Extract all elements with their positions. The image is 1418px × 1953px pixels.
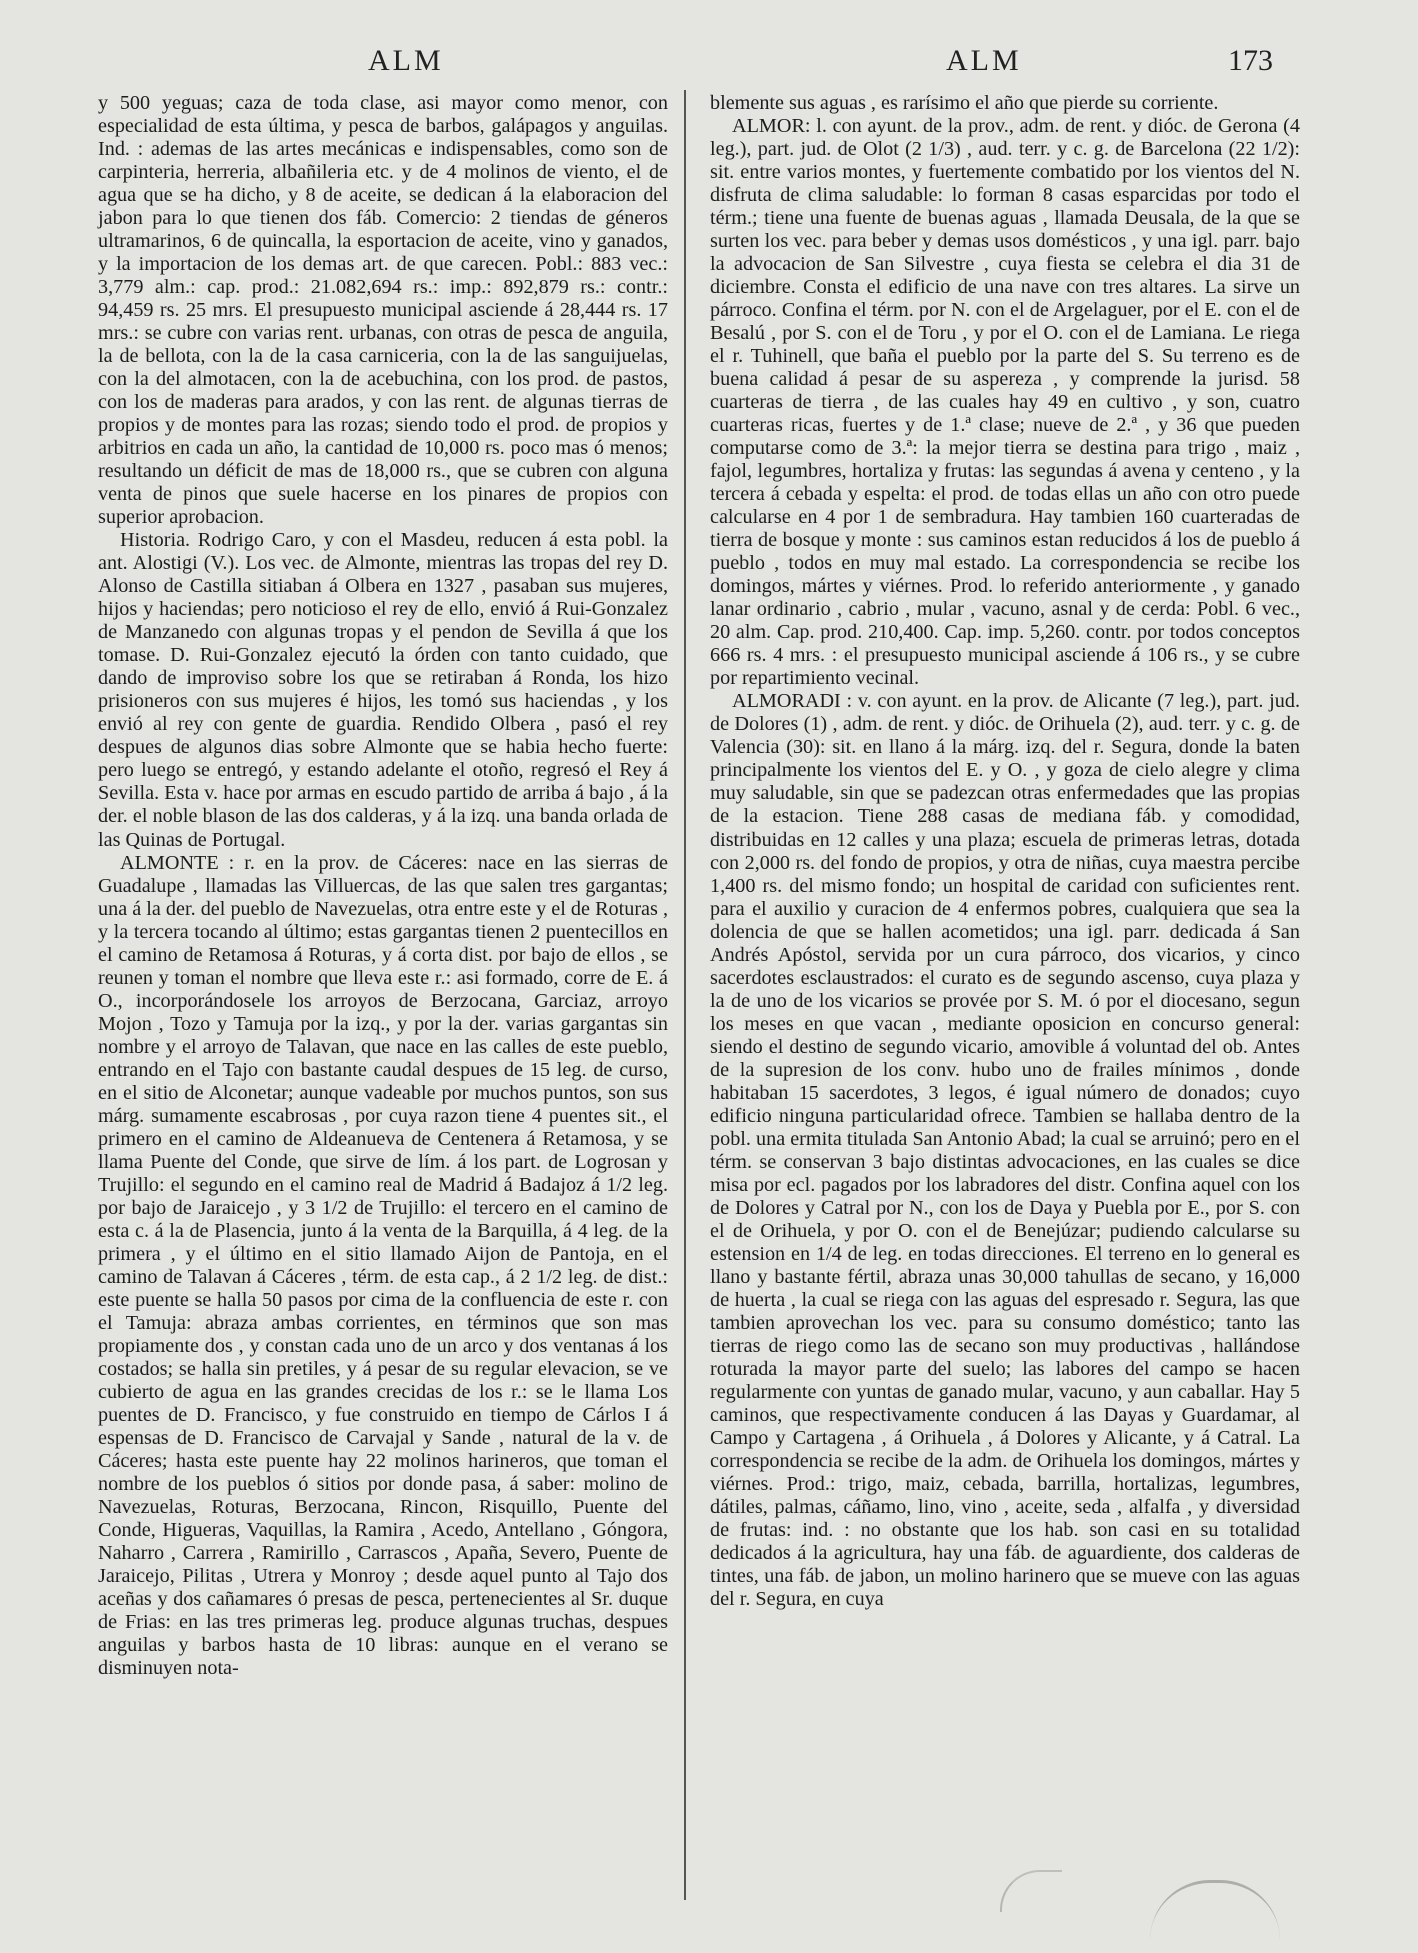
paragraph-almoradi: ALMORADI : v. con ayunt. en la prov. de Alicante (7 leg.), part. jud. de Dolores (1) , adm. de rent. y dióc. de Orihuela (2), aud. terr. y c. g. de Valencia (30): sit. en llano á la márg. izq. del r. Segura, donde la baten principalmente los vientos del E. y O. , y goza de cielo alegre y clima muy saludable, sin que se padezcan otras enfermedades que las propias de la estacion. Tiene 288 casas de mediana fáb. y comodidad, distribuidas en 12 calles y una plaza; escuela de primeras letras, dotada con 2,000 rs. del fondo de propios, y otra de niñas, cuya maestra percibe 1,400 rs. del mismo fondo; un hospital de caridad con suficientes rent. para el auxilio y curacion de 4 enfermos pobres, cualquiera que sea la dolencia de que se hallen acometidos; una igl. parr. dedicada á San Andrés Apóstol, servida por un cura párroco, dos vicarios, y cinco sacerdotes esclaustrados: el curato es de segundo ascenso, cuya plaza y la de uno de los vicarios se provée por S. M. ó por el diocesano, segun los meses en que vacan , mediante oposicion en concurso general: siendo el destino de segundo vicario, amovible á voluntad del ob. Antes de la supresion de los conv. hubo uno de frailes mínimos , donde habitaban 15 sacerdotes, 3 legos, é igual número de donados; cuyo edificio ninguna particularidad ofrece. Tambien se hallaba dentro de la pobl. una ermita titulada San Antonio Abad; la cual se arruinó; pero en el térm. se conservan 3 bajo distintas advocaciones, en las cuales se dice misa por ecl. pagados por los labradores del distr. Confina aquel con los de Dolores y Catral por N., con los de Daya y Puebla por E., por S. con el de Orihuela, y por O. con el de Benejúzar; pudiendo calcularse su estension en 1/4 de leg. en todas direcciones. El terreno en lo general es llano y bastante fértil, abraza unas 30,000 tahullas de secano, y 16,000 de huerta , la cual se riega con las aguas del espresado r. Segura, las que tambien aprovechan los vec. para su consumo doméstico; tanto las tierras de riego como las de secano son muy productivas , hallándose roturada la mayor parte del suelo; las labores del campo se hacen regularmente con yuntas de ganado mular, vacuno, y aun caballar. Hay 5 caminos, que respectivamente conducen á las Dayas y Guardamar, al Campo y Cartagena , á Orihuela , á Dolores y Alicante, y á Catral. La correspondencia se recibe de la adm. de Orihuela los domingos, mártes y viérnes. Prod.: trigo, maiz, cebada, barrilla, hortalizas, legumbres, dátiles, palmas, cáñamo, lino, vino , aceite, seda , alfalfa , y diversidad de frutas: ind. : no obstante que los hab. son casi en su totalidad dedicados á la agricultura, hay una fáb. de aguardiente, dos calderas de tintes, una fáb. de jabon, un molino harinero que se mueve con las aguas del r. Segura, en cuya [710, 690, 1300, 1611]
ink-mark [1150, 1880, 1280, 1943]
running-header-left: ALM [368, 44, 444, 77]
paragraph-almonte-river-cont: blemente sus aguas , es rarísimo el año que pierde su corriente. [710, 92, 1219, 114]
running-header-right: ALM [946, 44, 1022, 77]
paragraph-almonte-town-cont: y 500 yeguas; caza de toda clase, asi mayor como menor, con especialidad de esta última, y pesca de barbos, galápagos y anguilas. Ind. : ademas de las artes mecánicas e indispensables, como son de carpinteria, herreria, albañileria etc. y de 4 molinos de viento, el de agua que se ha dicho, y 8 de aceite, se dedican á la elaboracion del jabon para lo que tienen dos fáb. Comercio: 2 tiendas de géneros ultramarinos, 6 de quincalla, la esportacion de aceite, vino y ganados, y la importacion de los demas art. de que carecen. Pobl.: 883 vec.: 3,779 alm.: cap. prod.: 21.082,694 rs.: imp.: 892,879 rs.: contr.: 94,459 rs. 25 mrs. El presupuesto municipal asciende á 28,444 rs. 17 mrs.: se cubre con varias rent. urbanas, con otras de pesca de anguila, la de bellota, con la de la casa carniceria, con la de las sanguijuelas, con la del almotacen, con la de acebuchina, con los prod. de pastos, con los de maderas para arados, y con las rent. de algunas tierras de propios y de montes para las rozas; siendo todo el prod. de propios y arbitrios en cada un año, la cantidad de 10,000 rs. poco mas ó menos; resultando un déficit de mas de 18,000 rs., que se cubren con alguna venta de pinos que suele hacerse en los pinares de propios con superior aprobacion. [98, 92, 668, 529]
ink-mark [1000, 1870, 1062, 1912]
paragraph-almonte-river: ALMONTE : r. en la prov. de Cáceres: nace en las sierras de Guadalupe , llamadas las Villuercas, de las que salen tres gargantas; una á la der. del pueblo de Navezuelas, otra entre este y el de Roturas , y la tercera tocando al último; estas gargantas tienen 2 puentecillos en el camino de Retamosa á Roturas, y á corta dist. por bajo de ellos , se reunen y toman el nombre que lleva este r.: asi formado, corre de E. á O., incorporándosele los arroyos de Berzocana, Garciaz, arroyo Mojon , Tozo y Tamuja por la izq., y por la der. varias gargantas sin nombre y el arroyo de Talavan, que nace en las calles de este pueblo, entrando en el Tajo con bastante caudal despues de 15 leg. de curso, en el sitio de Alconetar; aunque vadeable por muchos puntos, son sus márg. sumamente escabrosas , por cuya razon tiene 4 puentes sit., el primero en el camino de Aldeanueva de Centenera á Retamosa, y se llama Puente del Conde, que sirve de lím. á los part. de Logrosan y Trujillo: el segundo en el camino real de Madrid á Badajoz á 1/2 leg. por bajo de Jaraicejo , y 3 1/2 de Trujillo: el tercero en el camino de esta c. á la de Plasencia, junto á la venta de la Barquilla, á 4 leg. de la primera , y el último en el sitio llamado Aijon de Pantoja, en el camino de Talavan á Cáceres , térm. de esta cap., á 2 1/2 leg. de dist.: este puente se halla 50 pasos por cima de la confluencia de este r. con el Tamuja: abraza ambas corrientes, en términos que son mas propiamente dos , y constan cada uno de un arco y dos ventanas á los costados; se halla sin pretiles, y á pesar de su regular elevacion, se ve cubierto de agua en las grandes crecidas de los r.: se le llama Los puentes de D. Francisco, y fue construido en tiempo de Cárlos I á espensas de D. Francisco de Carvajal y Sande , natural de la v. de Cáceres; hasta este puente hay 22 molinos harineros, que toman el nombre de los pueblos ó sitios por donde pasa, á saber: molino de Navezuelas, Roturas, Berzocana, Rincon, Risquillo, Puente del Conde, Higueras, Vaquillas, la Ramira , Acedo, Antellano , Góngora, Naharro , Carrera , Ramirillo , Carrascos , Apaña, Severo, Puente de Jaraicejo, Pilitas , Utrera y Monroy ; desde aquel punto al Tajo dos aceñas y dos cañamares ó presas de pesca, pertenecientes al Sr. duque de Frias: en las tres primeras leg. produce algunas truchas, despues anguilas y barbos hasta de 10 libras: aunque en el verano se disminuyen nota- [98, 851, 668, 1680]
column-divider [684, 90, 686, 1900]
left-column [98, 92, 668, 1680]
right-column [710, 92, 1300, 1611]
paragraph-almor: ALMOR: l. con ayunt. de la prov., adm. de rent. y dióc. de Gerona (4 leg.), part. jud. de Olot (2 1/3) , aud. terr. y c. g. de Barcelona (22 1/2): sit. entre varios montes, y fuertemente combatido por los vientos del N. disfruta de clima saludable: lo forman 8 casas esparcidas por todo el térm.; tiene una fuente de buenas aguas , llamada Deusala, de la que se surten los vec. para beber y demas usos domésticos , y una igl. parr. bajo la advocacion de San Silvestre , cuya fiesta se celebra el dia 31 de diciembre. Consta el edificio de una nave con tres altares. La sirve un párroco. Confina el térm. por N. con el de Argelaguer, por el E. con el de Besalú , por S. con el de Toru , y por el O. con el de Lamiana. Le riega el r. Tuhinell, que baña el pueblo por la parte del S. Su terreno es de buena calidad á pesar de su aspereza , y comprende la jurisd. 58 cuarteras de tierra , de las cuales hay 49 en cultivo , y son, cuatro cuarteras ricas, fuertes y de 1.ª clase; nueve de 2.ª , y 36 que pueden computarse como de 3.ª: la mejor tierra se destina para trigo , maiz , fajol, legumbres, hortaliza y frutas: las segundas á avena y centeno , y la tercera á cebada y espelta: el prod. de todas ellas un año con otro puede calcularse en 4 por 1 de sembradura. Hay tambien 160 cuarteradas de tierra de bosque y monte : sus caminos estan reducidos á los de pueblo á pueblo , todos en muy mal estado. La correspondencia se recibe los domingos, mártes y viérnes. Prod. lo referido anteriormente , y ganado lanar ordinario , cabrio , mular , vacuno, asnal y de cerda: Pobl. 6 vec., 20 alm. Cap. prod. 210,400. Cap. imp. 5,260. contr. por todos conceptos 666 rs. 4 mrs. : el presupuesto municipal asciende á 106 rs., y se cubre por repartimiento vecinal. [710, 115, 1300, 690]
paragraph-historia: Historia. Rodrigo Caro, y con el Masdeu, reducen á esta pobl. la ant. Alostigi (V.). Los vec. de Almonte, mientras las tropas del rey D. Alonso de Castilla sitiaban á Olbera en 1327 , pasaban sus mujeres, hijos y haciendas; pero noticioso el rey de ello, envió á Rui-Gonzalez de Manzanedo con algunas tropas y el pendon de Sevilla á que los tomase. D. Rui-Gonzalez ejecutó la órden con tanto cuidado, que dando de improviso sobre los que se retiraban á Ronda, los hizo prisioneros con sus mujeres é hijos, les tomó sus haciendas , y los envió al rey con gente de guardia. Rendido Olbera , pasó el rey despues de algunos dias sobre Almonte que se habia hecho fuerte: pero luego se entregó, y estando adelante el otoño, regresó el Rey á Sevilla. Esta v. hace por armas en escudo partido de arriba á bajo , á la der. el noble blason de las dos calderas, y á la izq. una banda orlada de las Quinas de Portugal. [98, 529, 668, 851]
page-number: 173 [1228, 44, 1273, 77]
